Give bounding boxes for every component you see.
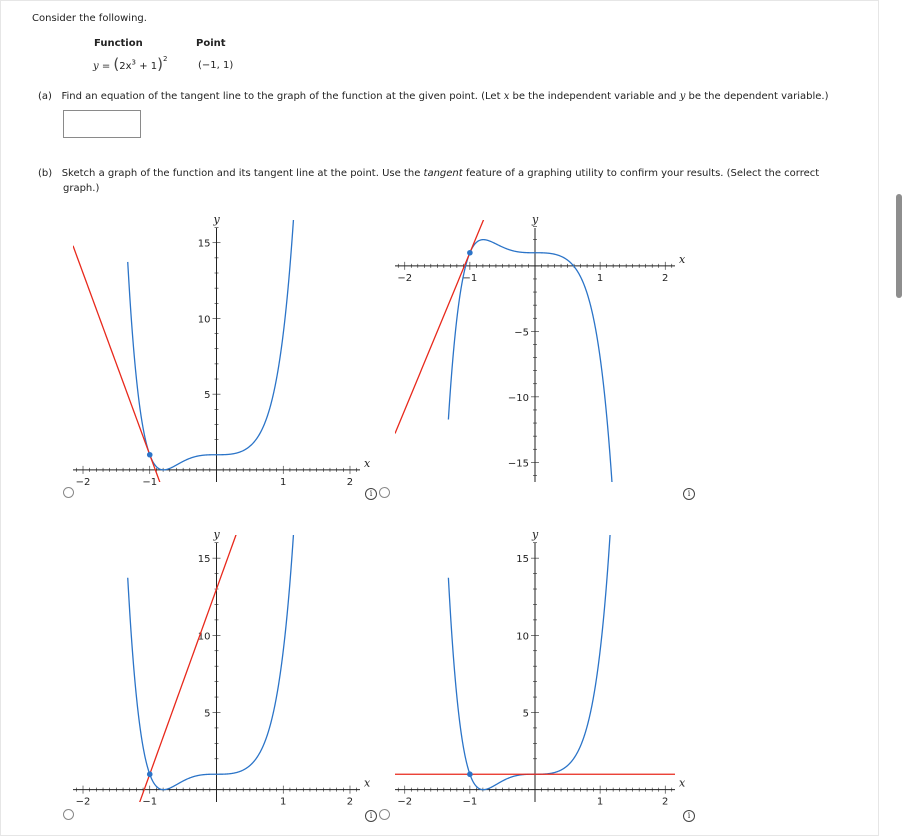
x-tick-label: −1: [462, 796, 478, 808]
y-tick-label: −15: [507, 458, 529, 470]
radio-option-a[interactable]: [63, 487, 74, 498]
answer-input[interactable]: [63, 110, 141, 138]
x-tick-label: −2: [75, 796, 91, 808]
y-tick-label: 10: [197, 631, 211, 643]
graph-option-c: [55, 515, 375, 815]
part-a-question: (a) Find an equation of the tangent line to the graph of the function at the given point. (Let x be the independent variable and y be the dependent variable.): [38, 91, 829, 102]
x-tick-label: 2: [346, 476, 354, 488]
info-icon-option-d[interactable]: i: [683, 810, 695, 822]
x-tick-label: 2: [662, 272, 669, 284]
y-axis-label: y: [213, 528, 220, 541]
x-axis-label: x: [364, 456, 371, 470]
info-icon-option-c[interactable]: i: [365, 810, 377, 822]
function-curve: [128, 200, 302, 470]
x-axis-label: x: [679, 252, 686, 266]
point-of-tangency: [147, 771, 153, 777]
y-axis-label: y: [213, 213, 220, 226]
y-tick-label: 15: [197, 554, 211, 566]
point-of-tangency: [147, 452, 153, 458]
x-tick-label: −1: [142, 476, 158, 488]
graph-option-a: [55, 200, 375, 495]
x-tick-label: 1: [280, 476, 287, 488]
x-tick-label: −1: [462, 272, 478, 284]
y-tick-label: −5: [514, 327, 529, 339]
y-tick-label: 10: [516, 631, 529, 643]
x-tick-label: −2: [75, 476, 91, 488]
intro-text: Consider the following.: [32, 13, 147, 24]
x-axis-label: x: [364, 776, 371, 790]
graph-option-d: [385, 515, 695, 815]
y-axis-label: y: [532, 528, 539, 541]
x-tick-label: −2: [397, 796, 413, 808]
x-tick-label: −2: [397, 272, 413, 284]
info-icon-option-b[interactable]: i: [683, 488, 695, 500]
y-tick-label: 5: [204, 390, 211, 402]
part-b-question: (b) Sketch a graph of the function and its tangent line at the point. Use the tangent feature of a graphing utility to confirm your results. (Select the correct: [38, 168, 820, 179]
graph-option-b: [385, 200, 695, 495]
radio-option-b[interactable]: [379, 487, 390, 498]
y-tick-label: 15: [516, 554, 529, 566]
point-of-tangency: [467, 250, 473, 256]
radio-option-c[interactable]: [63, 809, 74, 820]
y-tick-label: 15: [197, 238, 211, 250]
y-tick-label: 10: [197, 314, 211, 326]
y-tick-label: 5: [522, 708, 529, 720]
y-tick-label: −10: [507, 392, 529, 404]
x-axis-label: x: [679, 776, 686, 790]
point-value: (−1, 1): [198, 60, 234, 71]
y-axis-label: y: [532, 213, 539, 226]
function-header: Function: [94, 38, 143, 49]
function-curve: [128, 515, 302, 790]
x-tick-label: 2: [662, 796, 669, 808]
x-tick-label: 1: [596, 796, 604, 808]
radio-option-d[interactable]: [379, 809, 390, 820]
page-scrollbar[interactable]: [896, 194, 902, 298]
part-b-question-cont: graph.): [63, 183, 100, 194]
x-tick-label: 2: [346, 796, 354, 808]
x-tick-label: −1: [142, 796, 158, 808]
function-expression: $y = (2x^3 + 1)^2$: [93, 54, 168, 73]
info-icon-option-a[interactable]: i: [365, 488, 377, 500]
y-tick-label: 5: [204, 708, 211, 720]
x-tick-label: 1: [596, 272, 604, 284]
point-header: Point: [196, 38, 226, 49]
point-of-tangency: [467, 771, 473, 777]
x-tick-label: 1: [280, 796, 287, 808]
function-curve: [448, 515, 617, 790]
